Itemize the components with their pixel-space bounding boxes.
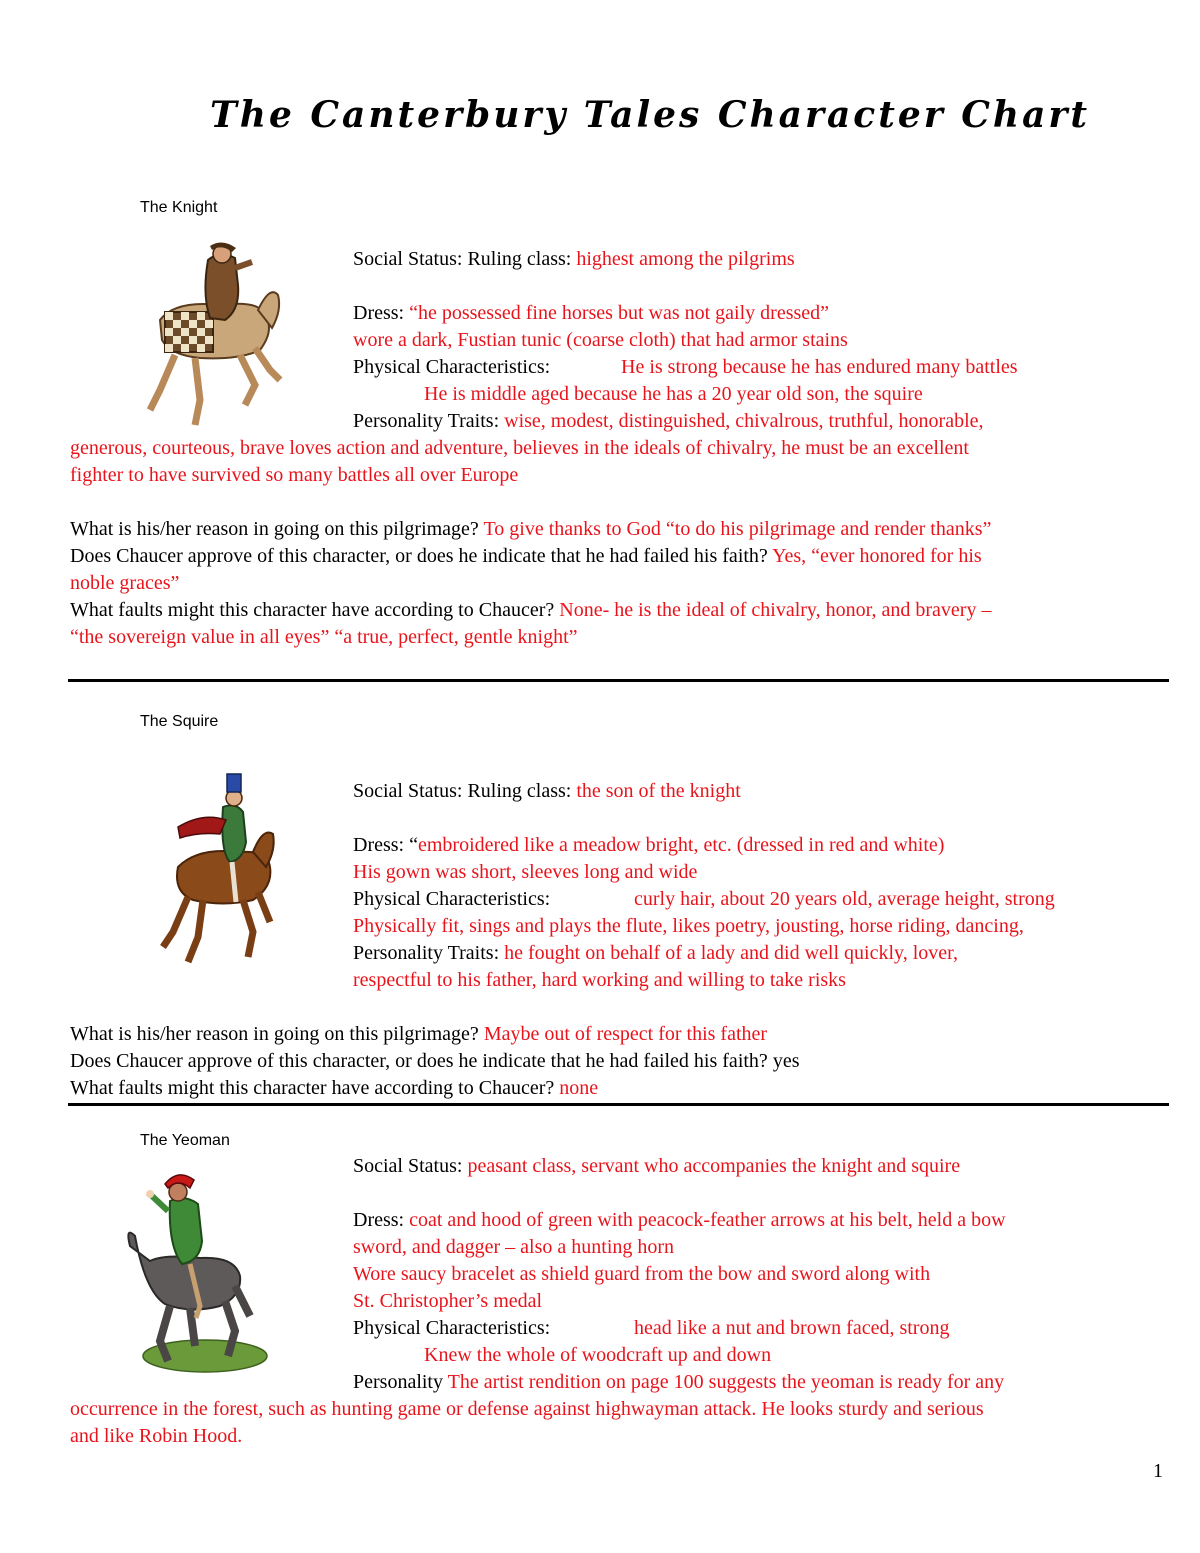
yeoman-dress-line: Wore saucy bracelet as shield guard from the bow and sword along with <box>353 1263 931 1285</box>
page-number: 1 <box>1153 1460 1163 1482</box>
social-status-label: Social Status: Ruling class: <box>353 248 572 270</box>
approve-answer: yes <box>772 1050 800 1072</box>
faults-answer: none <box>559 1077 599 1099</box>
squire-dress-line: His gown was short, sleeves long and wide <box>353 861 698 883</box>
reason-question: What is his/her reason in going on this pilgrimage? <box>70 1023 479 1045</box>
reason-answer: Maybe out of respect for this father <box>483 1023 768 1045</box>
squire-illustration <box>158 772 278 967</box>
personality-value: he fought on behalf of a lady and did well quickly, lover, <box>504 942 959 964</box>
knight-faults-line: “the sovereign value in all eyes” “a true, perfect, gentle knight” <box>70 626 578 648</box>
page-title: The Canterbury Tales Character Chart <box>209 94 1090 136</box>
knight-faults <box>70 597 991 624</box>
knight-physical-line: He is middle aged because he has a 20 year old son, the squire <box>424 383 923 405</box>
approve-question: Does Chaucer approve of this character, or does he indicate that he had failed his faith? <box>70 545 768 567</box>
yeoman-personality <box>353 1369 1004 1396</box>
section-divider <box>68 679 1169 682</box>
yeoman-dress-line: St. Christopher’s medal <box>353 1290 543 1312</box>
approve-question: Does Chaucer approve of this character, or does he indicate that he had failed his faith? <box>70 1050 768 1072</box>
squire-dress <box>353 832 944 859</box>
dress-label: Dress: “ <box>353 834 418 856</box>
yeoman-personality-line: occurrence in the forest, such as hunting game or defense against highwayman attack. He looks sturdy and serious <box>70 1398 984 1420</box>
yeoman-physical-label: Physical Characteristics: <box>353 1317 551 1339</box>
faults-answer: None- he is the ideal of chivalry, honor, and bravery – <box>559 599 992 621</box>
knight-reason <box>70 516 991 543</box>
character-name: The Squire <box>140 713 219 730</box>
dress-label: Dress: <box>353 1209 405 1231</box>
personality-label: Personality <box>353 1371 443 1393</box>
social-status-value: peasant class, servant who accompanies the knight and squire <box>467 1155 961 1177</box>
knight-personality <box>353 408 984 435</box>
character-name: The Yeoman <box>140 1132 230 1149</box>
personality-value: The artist rendition on page 100 suggests the yeoman is ready for any <box>447 1371 1005 1393</box>
yeoman-illustration <box>120 1166 270 1376</box>
yeoman-physical-line: Knew the whole of woodcraft up and down <box>424 1344 772 1366</box>
knight-social-status <box>353 246 795 273</box>
social-status-label: Social Status: <box>353 1155 463 1177</box>
dress-value: embroidered like a meadow bright, etc. (dressed in red and white) <box>417 834 945 856</box>
knight-dress <box>353 300 829 327</box>
dress-value: “he possessed fine horses but was not gaily dressed” <box>409 302 830 324</box>
dress-label: Dress: <box>353 302 405 324</box>
squire-social-status <box>353 778 741 805</box>
yeoman-personality-line: and like Robin Hood. <box>70 1425 243 1447</box>
character-name: The Knight <box>140 199 218 216</box>
reason-answer: To give thanks to God “to do his pilgrimage and render thanks” <box>483 518 992 540</box>
approve-answer: Yes, “ever honored for his <box>772 545 982 567</box>
reason-question: What is his/her reason in going on this pilgrimage? <box>70 518 479 540</box>
squire-physical-line: Physically fit, sings and plays the flute, likes poetry, jousting, horse riding, dancing, <box>353 915 1024 937</box>
squire-personality-line: respectful to his father, hard working and willing to take risks <box>353 969 846 991</box>
squire-reason <box>70 1021 767 1048</box>
yeoman-social-status <box>353 1153 960 1180</box>
squire-physical-value: curly hair, about 20 years old, average height, strong <box>634 888 1055 910</box>
social-status-value: the son of the knight <box>576 780 741 802</box>
dress-value: coat and hood of green with peacock-feather arrows at his belt, held a bow <box>409 1209 1006 1231</box>
knight-approve <box>70 543 982 570</box>
knight-personality-line: generous, courteous, brave loves action and adventure, believes in the ideals of chivalry, he must be an excellent <box>70 437 969 459</box>
social-status-label: Social Status: Ruling class: <box>353 780 572 802</box>
squire-physical-label: Physical Characteristics: <box>353 888 551 910</box>
knight-personality-line: fighter to have survived so many battles all over Europe <box>70 464 519 486</box>
knight-physical-value: He is strong because he has endured many battles <box>621 356 1018 378</box>
social-status-value: highest among the pilgrims <box>576 248 795 270</box>
faults-question: What faults might this character have according to Chaucer? <box>70 599 555 621</box>
knight-illustration <box>140 240 290 430</box>
knight-dress-line: wore a dark, Fustian tunic (coarse cloth) that had armor stains <box>353 329 848 351</box>
knight-physical-label: Physical Characteristics: <box>353 356 551 378</box>
squire-personality <box>353 940 958 967</box>
squire-approve <box>70 1048 799 1075</box>
personality-label: Personality Traits: <box>353 942 500 964</box>
section-divider <box>68 1103 1169 1106</box>
yeoman-dress <box>353 1207 1006 1234</box>
personality-label: Personality Traits: <box>353 410 500 432</box>
personality-value: wise, modest, distinguished, chivalrous, truthful, honorable, <box>504 410 984 432</box>
yeoman-dress-line: sword, and dagger – also a hunting horn <box>353 1236 675 1258</box>
yeoman-physical-value: head like a nut and brown faced, strong <box>634 1317 950 1339</box>
faults-question: What faults might this character have according to Chaucer? <box>70 1077 555 1099</box>
knight-approve-line: noble graces” <box>70 572 180 594</box>
squire-faults <box>70 1075 598 1102</box>
